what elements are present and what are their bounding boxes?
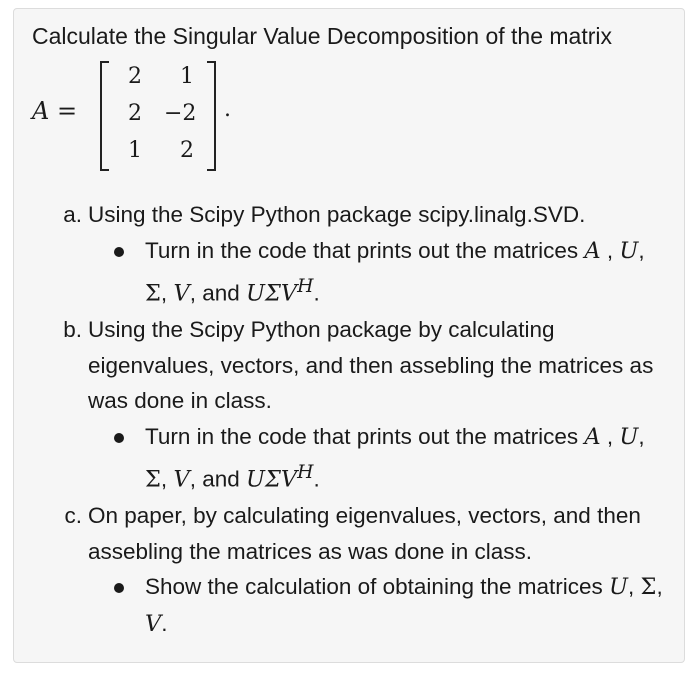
matrix-cell: 2 [128,64,142,89]
part-b-bullet: Turn in the code that prints out the matrices A , U, Σ, V, and $U\Sigma V^H$. [14,419,686,499]
question-intro: Calculate the Singular Value Decomposition of the matrix [32,23,612,49]
math-symbol: U [609,574,629,600]
part-text: Using the Scipy Python package by calculating eigenvalues, vectors, and then assebling the matrices as was done in class. [88,317,654,413]
part-a-bullet: Turn in the code that prints out the matrices A , U, Σ, V, and $U\Sigma V^H$. [14,233,686,313]
math-symbol: Σ [145,280,161,307]
math-symbol: U [619,423,639,450]
part-text: Using the Scipy Python package scipy.linalg.SVD. [88,202,586,227]
bullet-text: Show the calculation of obtaining the matrices [145,574,603,599]
part-text: On paper, by calculating eigenvalues, vectors, and then assebling the matrices as was done in class. [88,503,641,564]
math-symbol: UΣV [246,280,298,307]
part-letter: c. [64,503,82,528]
equation-period: . [224,97,231,122]
question-parts [14,197,686,642]
math-symbol: UΣV [246,466,298,493]
math-symbol: Σ [640,574,657,600]
matrix-lhs: A = [32,97,78,125]
part-c [14,498,686,569]
matrix-cell: 1 [180,64,194,89]
part-a [14,197,686,233]
math-symbol: A [584,237,601,264]
bullet-end: . [161,610,168,636]
matrix-cell: 1 [128,138,142,163]
matrix-cell: 2 [128,101,142,126]
math-superscript: H [297,462,314,483]
bullet-dot [114,433,124,443]
math-symbol: Σ [145,466,161,493]
bullet-text: Turn in the code that prints out the matrices [145,423,579,449]
bullet-and: and [202,466,240,492]
part-letter: b. [63,317,82,342]
math-symbol: V [173,280,190,307]
matrix-left-bracket [100,61,109,171]
bullet-end: . [313,280,320,306]
math-superscript: H [297,276,314,297]
bullet-and: and [202,280,240,306]
math-symbol: V [173,466,190,493]
matrix-cell: 2 [180,138,194,163]
math-symbol: A [584,423,601,450]
part-c-bullet: Show the calculation of obtaining the matrices U, Σ, V. [14,569,686,642]
bullet-dot [114,583,124,593]
matrix-right-bracket [207,61,216,171]
question-card [13,8,685,663]
bullet-text: Turn in the code that prints out the matrices [145,237,579,263]
bullet-dot [114,247,124,257]
bullet-end: . [313,466,320,492]
math-symbol: V [145,610,162,637]
math-symbol: U [619,237,639,264]
part-b [14,312,686,419]
matrix-cell: −2 [164,101,197,126]
part-letter: a. [63,202,82,227]
